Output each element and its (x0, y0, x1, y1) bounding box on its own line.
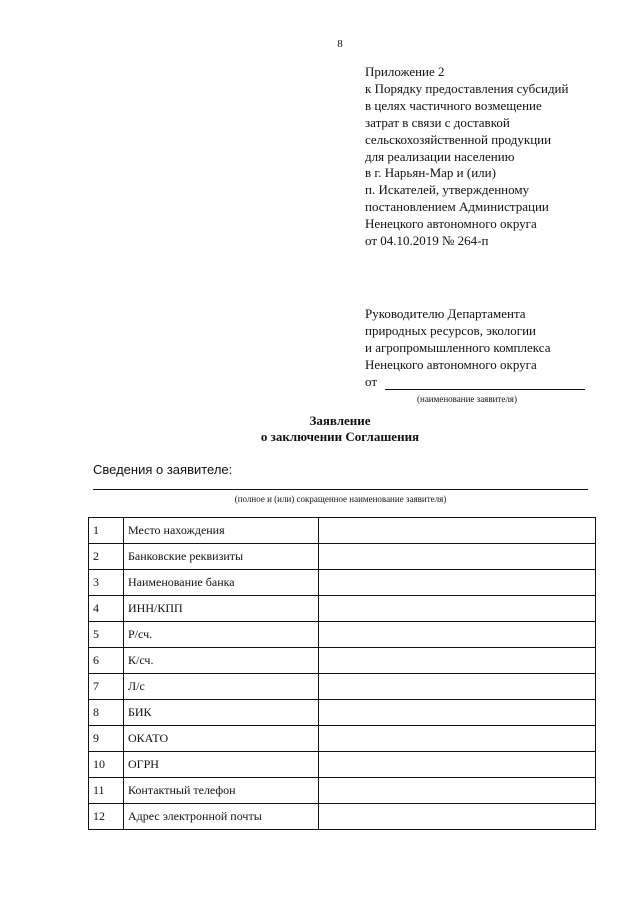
row-label: Контактный телефон (124, 778, 319, 804)
table-row (89, 804, 596, 830)
row-value-field[interactable] (319, 622, 596, 648)
annex-line: Ненецкого автономного округа (365, 216, 537, 232)
row-value-field[interactable] (319, 804, 596, 830)
annex-line: Приложение 2 (365, 64, 445, 79)
addressee-block (365, 305, 625, 408)
row-label: ОГРН (124, 752, 319, 778)
addressee-line: Ненецкого автономного округа (365, 357, 537, 372)
row-number: 12 (89, 804, 124, 830)
annex-line: постановлением Администрации (365, 199, 549, 215)
from-caption: (наименование заявителя) (417, 394, 517, 404)
annex-line: затрат в связи с доставкой (365, 114, 510, 130)
requisites-table (88, 517, 596, 830)
table-row (89, 726, 596, 752)
row-number: 9 (89, 726, 124, 752)
row-number: 5 (89, 622, 124, 648)
row-number: 10 (89, 752, 124, 778)
title-line-2: о заключении Соглашения (260, 429, 420, 444)
table-row (89, 648, 596, 674)
addressee-line: природных ресурсов, экологии (365, 323, 536, 338)
annex-line: сельскохозяйственной продукции (365, 131, 552, 147)
row-value-field[interactable] (319, 778, 596, 804)
table-row (89, 596, 596, 622)
row-label: К/сч. (124, 648, 319, 674)
row-value-field[interactable] (319, 544, 596, 570)
applicant-name-field[interactable] (385, 377, 585, 390)
applicant-label: Сведения о заявителе: (93, 462, 233, 477)
row-value-field[interactable] (319, 648, 596, 674)
annex-block (365, 64, 625, 250)
from-label: от (365, 374, 378, 389)
table-row (89, 700, 596, 726)
row-value-field[interactable] (319, 674, 596, 700)
title-line-1: Заявление (309, 413, 371, 428)
table-row (89, 622, 596, 648)
from-row (365, 373, 625, 390)
row-value-field[interactable] (319, 570, 596, 596)
row-number: 3 (89, 570, 124, 596)
table-row (89, 544, 596, 570)
row-label: Банковские реквизиты (124, 544, 319, 570)
table-row (89, 752, 596, 778)
table-row (89, 778, 596, 804)
applicant-caption: (полное и (или) сокращенное наименование заявителя) (234, 494, 447, 504)
annex-line: от 04.10.2019 № 264-п (365, 233, 489, 249)
table-row (89, 570, 596, 596)
row-label: Р/сч. (124, 622, 319, 648)
row-value-field[interactable] (319, 726, 596, 752)
row-label: ОКАТО (124, 726, 319, 752)
row-value-field[interactable] (319, 518, 596, 544)
annex-line: к Порядку предоставления субсидий (365, 80, 569, 96)
row-number: 1 (89, 518, 124, 544)
row-label: Наименование банка (124, 570, 319, 596)
row-number: 2 (89, 544, 124, 570)
annex-line: п. Искателей, утвержденному (365, 182, 530, 198)
row-value-field[interactable] (319, 752, 596, 778)
annex-line: в целях частичного возмещение (365, 97, 542, 113)
row-label: Адрес электронной почты (124, 804, 319, 830)
addressee-line: и агропромышленного комплекса (365, 340, 551, 355)
document-title (0, 413, 640, 445)
addressee-line: Руководителю Департамента (365, 306, 526, 321)
row-number: 4 (89, 596, 124, 622)
table-row (89, 518, 596, 544)
row-value-field[interactable] (319, 700, 596, 726)
row-number: 6 (89, 648, 124, 674)
row-number: 7 (89, 674, 124, 700)
annex-line: для реализации населению (365, 148, 515, 164)
row-number: 8 (89, 700, 124, 726)
table-row (89, 674, 596, 700)
annex-line: в г. Нарьян-Мар и (или) (365, 165, 496, 181)
row-label: Место нахождения (124, 518, 319, 544)
row-label: Л/с (124, 674, 319, 700)
row-label: ИНН/КПП (124, 596, 319, 622)
row-value-field[interactable] (319, 596, 596, 622)
applicant-full-name-field[interactable] (93, 489, 588, 490)
row-number: 11 (89, 778, 124, 804)
page-number: 8 (337, 38, 343, 50)
row-label: БИК (124, 700, 319, 726)
